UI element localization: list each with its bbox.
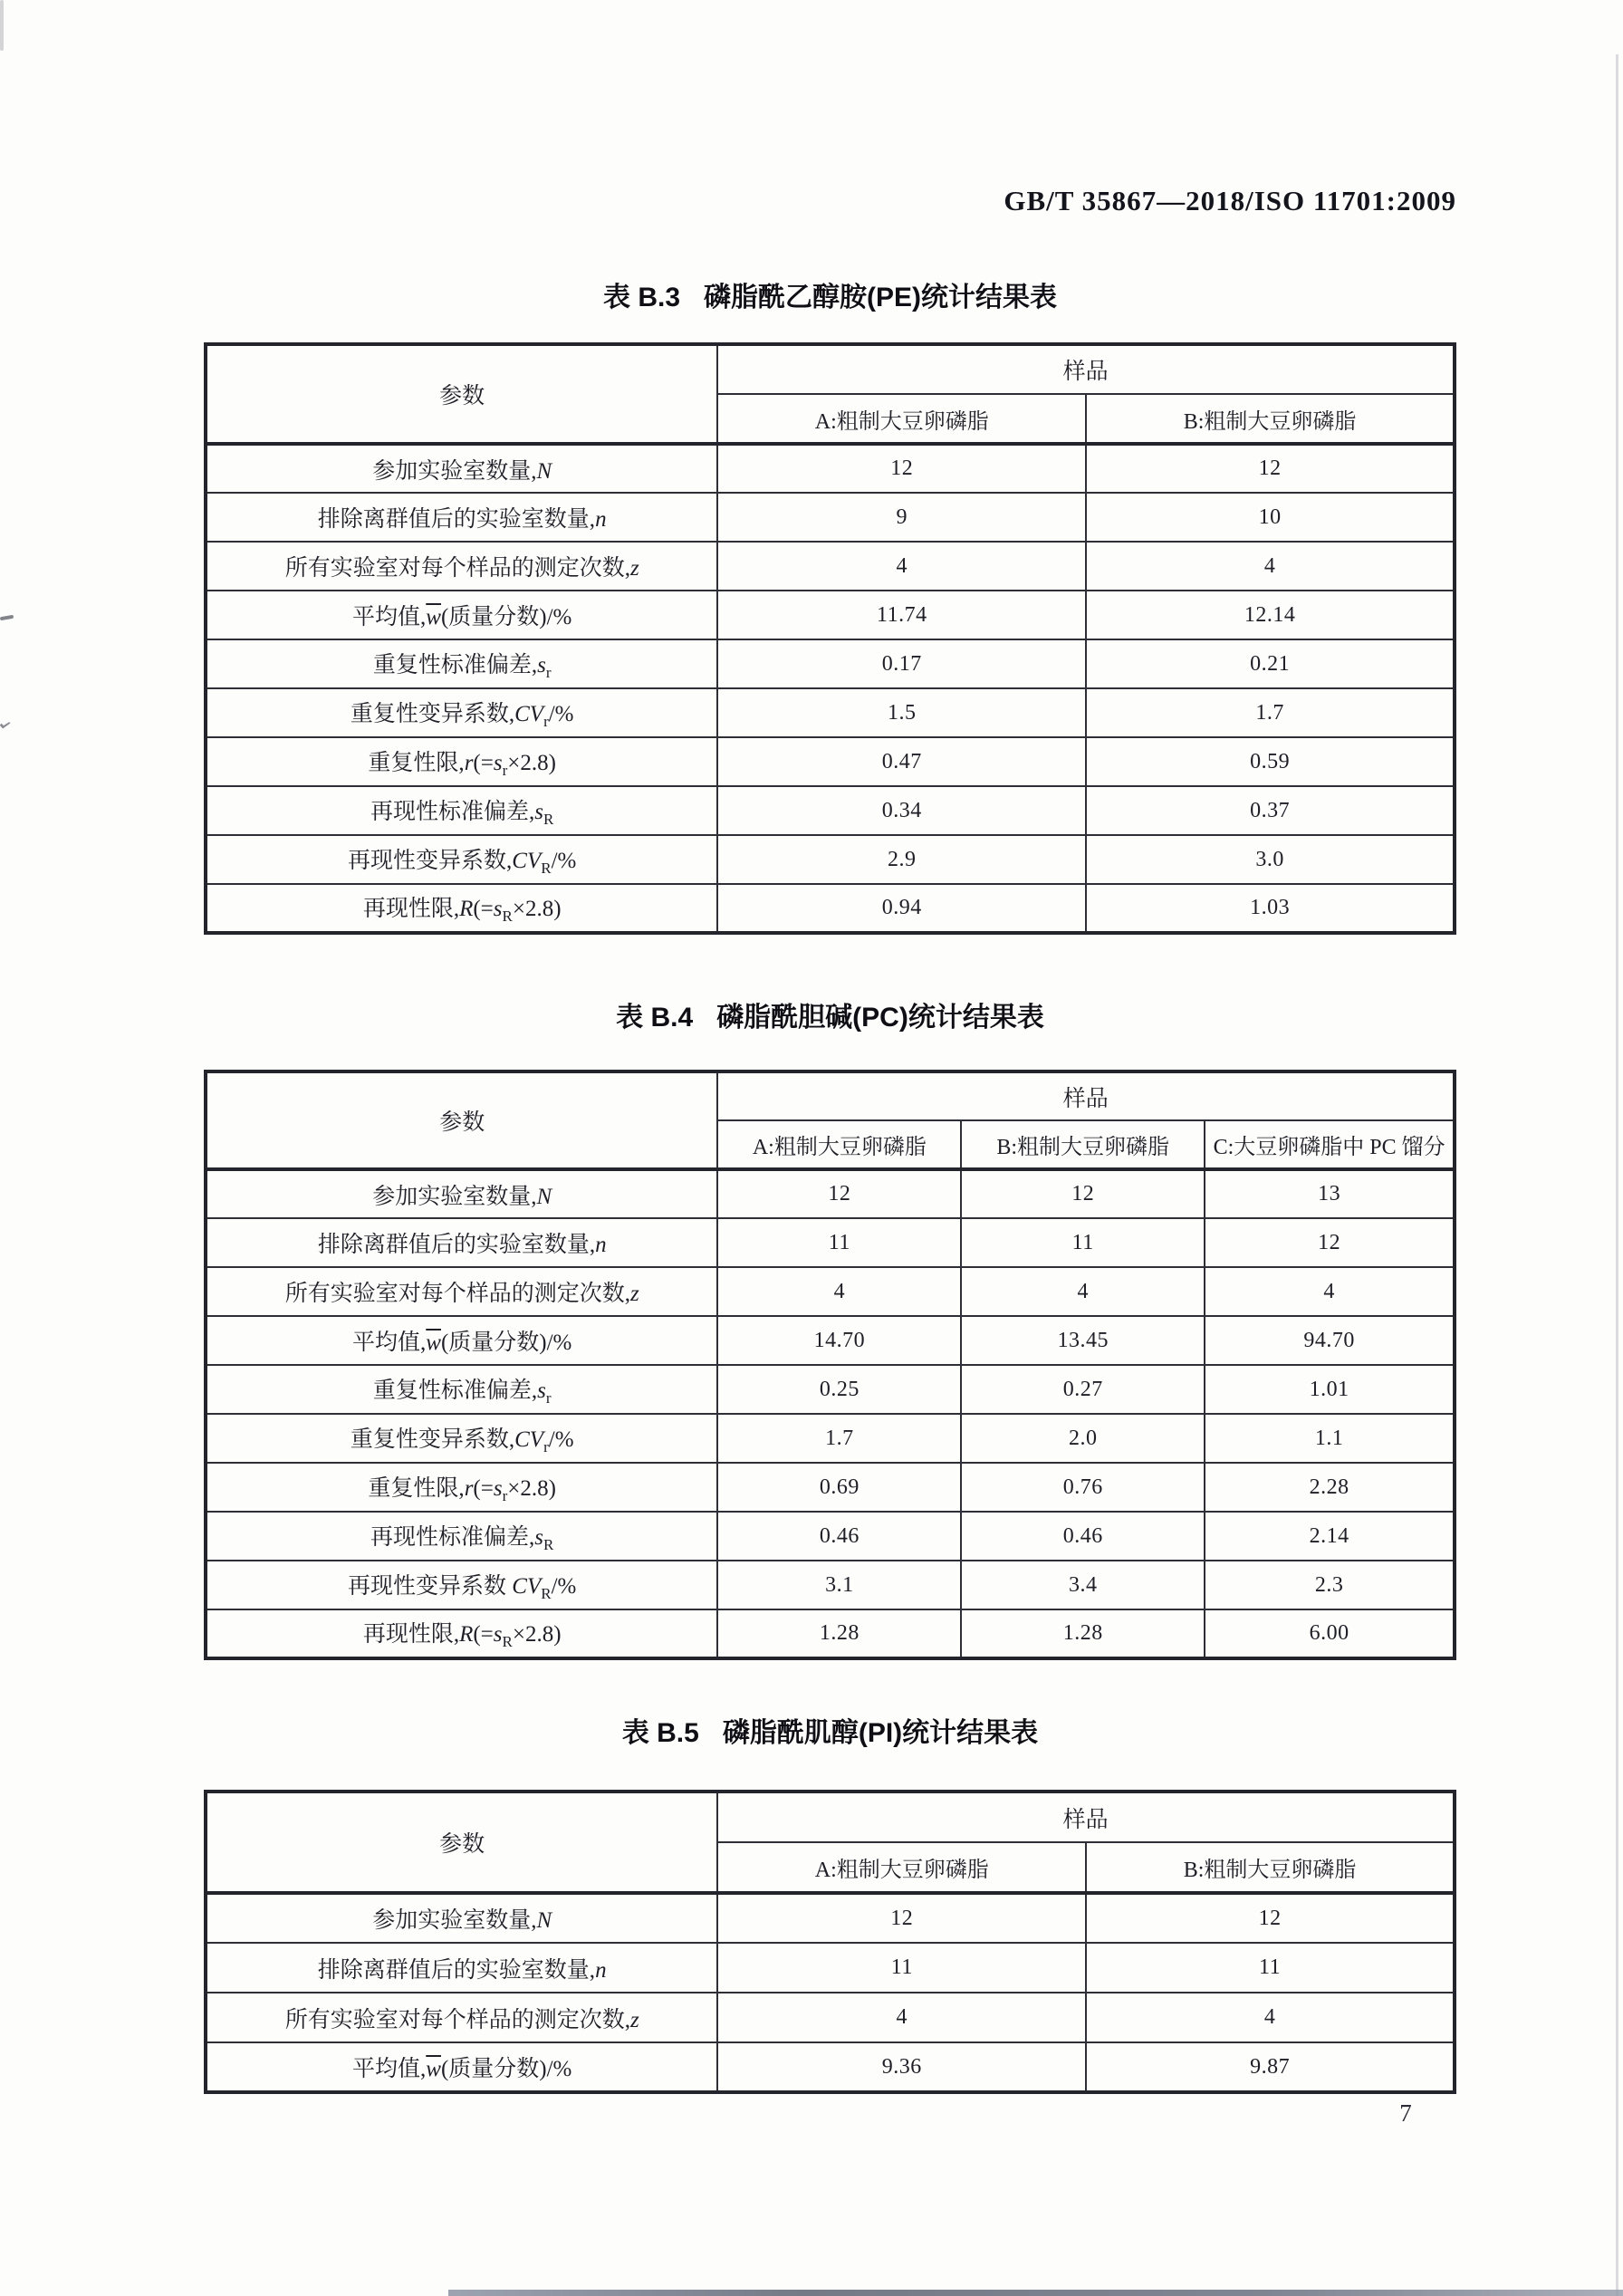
row-label: 所有实验室对每个样品的测定次数,z xyxy=(206,542,717,591)
column-header: A:粗制大豆卵磷脂 xyxy=(717,1842,1086,1893)
row-label: 重复性限$,r(=s_r\times 2.8)$ xyxy=(206,1463,717,1512)
value-cell: 0.46 xyxy=(717,1512,961,1561)
value-cell: 1.5 xyxy=(717,688,1086,737)
value-cell: 12 xyxy=(1086,1893,1455,1943)
value-cell: 12 xyxy=(961,1169,1205,1218)
value-cell: 1.7 xyxy=(1086,688,1455,737)
value-cell: 6.00 xyxy=(1205,1609,1455,1658)
table-row xyxy=(206,1512,1455,1561)
row-label: 参加实验室数量,N xyxy=(206,444,717,493)
table-row xyxy=(206,591,1455,639)
value-cell: 9 xyxy=(717,493,1086,542)
table-row xyxy=(206,1316,1455,1365)
table-row xyxy=(206,444,1455,493)
row-label: 排除离群值后的实验室数量,n xyxy=(206,1943,717,1993)
row-label: 再现性限$,R(=s_R\times 2.8)$ xyxy=(206,884,717,933)
table-row xyxy=(206,688,1455,737)
value-cell: 12 xyxy=(1086,444,1455,493)
value-cell: 13.45 xyxy=(961,1316,1205,1365)
column-header: B:粗制大豆卵磷脂 xyxy=(1086,1842,1455,1893)
table-b5-title-number: 表 B.5 xyxy=(621,1718,699,1748)
value-cell: 0.59 xyxy=(1086,737,1455,786)
value-cell: 1.1 xyxy=(1205,1414,1455,1463)
sample-header: 样品 xyxy=(717,344,1455,394)
scan-artifact-mark xyxy=(0,0,4,51)
table-row xyxy=(206,737,1455,786)
table-row xyxy=(206,1609,1455,1658)
table-b3 xyxy=(204,342,1456,935)
sample-header: 样品 xyxy=(717,1071,1455,1120)
table-b3-title xyxy=(204,274,1456,314)
value-cell: 4 xyxy=(717,542,1086,591)
value-cell: 11 xyxy=(1086,1943,1455,1993)
value-cell: 4 xyxy=(1205,1267,1455,1316)
value-cell: 4 xyxy=(1086,1993,1455,2042)
column-header: A:粗制大豆卵磷脂 xyxy=(717,394,1086,444)
value-cell: 13 xyxy=(1205,1169,1455,1218)
value-cell: 14.70 xyxy=(717,1316,961,1365)
table-row xyxy=(206,542,1455,591)
scan-artifact-mark xyxy=(0,615,14,621)
page-edge-shadow xyxy=(1616,54,1618,2296)
table-b5-title-text: 磷脂酰肌醇(PI)统计结果表 xyxy=(722,1718,1039,1748)
value-cell: 0.47 xyxy=(717,737,1086,786)
table-b5 xyxy=(204,1790,1456,2094)
row-label: 重复性标准偏差$,s_r$ xyxy=(206,639,717,688)
row-label: 参加实验室数量,N xyxy=(206,1169,717,1218)
row-label: 平均值$,\overline{w}$(质量分数)/% xyxy=(206,2042,717,2092)
value-cell: 0.34 xyxy=(717,786,1086,835)
value-cell: 1.7 xyxy=(717,1414,961,1463)
page-number: 7 xyxy=(1399,2099,1412,2127)
table-row xyxy=(206,835,1455,884)
value-cell: 94.70 xyxy=(1205,1316,1455,1365)
value-cell: 11 xyxy=(717,1943,1086,1993)
row-label: 平均值$,\overline{w}$(质量分数)/% xyxy=(206,1316,717,1365)
value-cell: 1.28 xyxy=(717,1609,961,1658)
row-label: 排除离群值后的实验室数量,n xyxy=(206,493,717,542)
table-row xyxy=(206,1893,1455,1943)
value-cell: 4 xyxy=(961,1267,1205,1316)
value-cell: 1.28 xyxy=(961,1609,1205,1658)
table-b4-title-text: 磷脂酰胆碱(PC)统计结果表 xyxy=(716,1003,1044,1033)
value-cell: 12.14 xyxy=(1086,591,1455,639)
value-cell: 11 xyxy=(961,1218,1205,1267)
row-label: 参加实验室数量,N xyxy=(206,1893,717,1943)
value-cell: 3.1 xyxy=(717,1561,961,1609)
row-label: 再现性标准偏差$,s_R$ xyxy=(206,1512,717,1561)
value-cell: 12 xyxy=(717,1893,1086,1943)
row-label: 再现性变异系数$,CV_R/\%$ xyxy=(206,835,717,884)
value-cell: 0.25 xyxy=(717,1365,961,1414)
value-cell: 3.0 xyxy=(1086,835,1455,884)
value-cell: 2.3 xyxy=(1205,1561,1455,1609)
value-cell: 0.21 xyxy=(1086,639,1455,688)
value-cell: 0.69 xyxy=(717,1463,961,1512)
sample-header: 样品 xyxy=(717,1792,1455,1842)
table-row xyxy=(206,1218,1455,1267)
value-cell: 1.01 xyxy=(1205,1365,1455,1414)
value-cell: 0.27 xyxy=(961,1365,1205,1414)
param-header: 参数 xyxy=(206,344,717,444)
value-cell: 4 xyxy=(717,1267,961,1316)
column-header: A:粗制大豆卵磷脂 xyxy=(717,1120,961,1169)
table-row xyxy=(206,1561,1455,1609)
table-b3-title-number: 表 B.3 xyxy=(602,283,681,312)
table-b4 xyxy=(204,1070,1456,1660)
value-cell: 9.36 xyxy=(717,2042,1086,2092)
value-cell: 12 xyxy=(1205,1218,1455,1267)
table-row xyxy=(206,1414,1455,1463)
row-label: 再现性变异系数 $CV_R/\%$ xyxy=(206,1561,717,1609)
value-cell: 1.03 xyxy=(1086,884,1455,933)
table-row xyxy=(206,1993,1455,2042)
table-row xyxy=(206,1943,1455,1993)
table-b5-title xyxy=(204,1710,1456,1750)
table-row xyxy=(206,1463,1455,1512)
value-cell: 0.37 xyxy=(1086,786,1455,835)
scan-artifact-mark xyxy=(0,720,11,731)
value-cell: 0.46 xyxy=(961,1512,1205,1561)
table-row xyxy=(206,493,1455,542)
value-cell: 4 xyxy=(1086,542,1455,591)
value-cell: 4 xyxy=(717,1993,1086,2042)
value-cell: 12 xyxy=(717,1169,961,1218)
column-header: B:粗制大豆卵磷脂 xyxy=(1086,394,1455,444)
row-label: 再现性标准偏差$,s_R$ xyxy=(206,786,717,835)
table-row xyxy=(206,786,1455,835)
table-row xyxy=(206,639,1455,688)
value-cell: 2.9 xyxy=(717,835,1086,884)
table-row xyxy=(206,1169,1455,1218)
table-b4-title-number: 表 B.4 xyxy=(616,1003,694,1033)
value-cell: 0.76 xyxy=(961,1463,1205,1512)
param-header: 参数 xyxy=(206,1071,717,1169)
row-label: 所有实验室对每个样品的测定次数,z xyxy=(206,1267,717,1316)
param-header: 参数 xyxy=(206,1792,717,1893)
column-header: C:大豆卵磷脂中 PC 馏分 xyxy=(1205,1120,1455,1169)
table-row xyxy=(206,1365,1455,1414)
value-cell: 0.17 xyxy=(717,639,1086,688)
row-label: 重复性变异系数$,CV_r/\%$ xyxy=(206,1414,717,1463)
value-cell: 9.87 xyxy=(1086,2042,1455,2092)
value-cell: 0.94 xyxy=(717,884,1086,933)
row-label: 重复性标准偏差$,s_r$ xyxy=(206,1365,717,1414)
value-cell: 12 xyxy=(717,444,1086,493)
row-label: 排除离群值后的实验室数量,n xyxy=(206,1218,717,1267)
row-label: 重复性限$,r(=s_r\times 2.8)$ xyxy=(206,737,717,786)
row-label: 所有实验室对每个样品的测定次数,z xyxy=(206,1993,717,2042)
table-row xyxy=(206,2042,1455,2092)
value-cell: 10 xyxy=(1086,493,1455,542)
value-cell: 3.4 xyxy=(961,1561,1205,1609)
standard-code-header: GB/T 35867—2018/ISO 11701:2009 xyxy=(1004,185,1456,216)
table-row xyxy=(206,1267,1455,1316)
row-label: 再现性限$,R(=s_R\times 2.8)$ xyxy=(206,1609,717,1658)
value-cell: 2.28 xyxy=(1205,1463,1455,1512)
table-row xyxy=(206,884,1455,933)
table-b4-title xyxy=(204,994,1456,1034)
value-cell: 11 xyxy=(717,1218,961,1267)
row-label: 平均值$,\overline{w}$(质量分数)/% xyxy=(206,591,717,639)
value-cell: 2.0 xyxy=(961,1414,1205,1463)
row-label: 重复性变异系数$,CV_r/\%$ xyxy=(206,688,717,737)
value-cell: 2.14 xyxy=(1205,1512,1455,1561)
table-b3-title-text: 磷脂酰乙醇胺(PE)统计结果表 xyxy=(704,283,1058,312)
column-header: B:粗制大豆卵磷脂 xyxy=(961,1120,1205,1169)
page-edge-shadow xyxy=(448,2290,1623,2296)
value-cell: 11.74 xyxy=(717,591,1086,639)
